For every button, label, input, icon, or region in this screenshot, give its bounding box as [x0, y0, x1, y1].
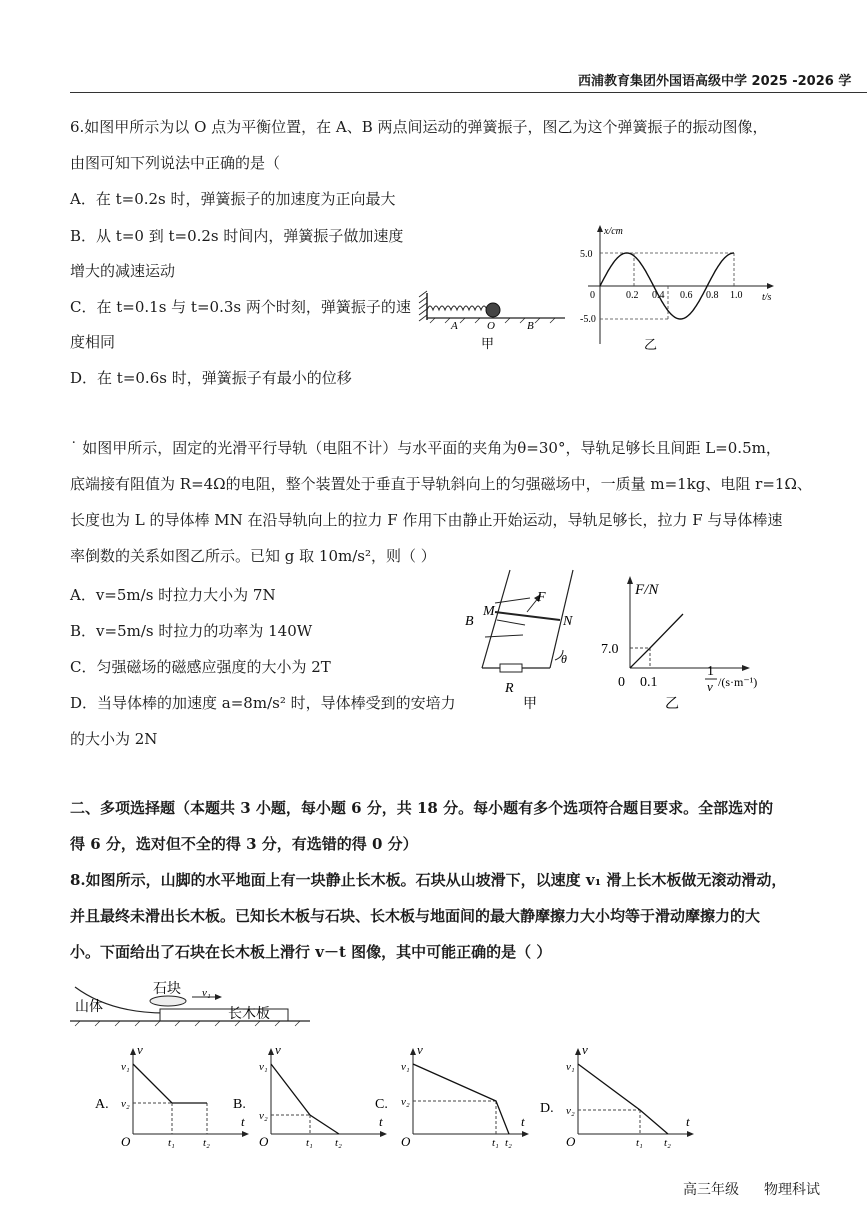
- option-label: A.: [95, 1097, 109, 1112]
- t2-label: t₂: [203, 1137, 210, 1149]
- vt-graph-d: [540, 1042, 700, 1152]
- q8-stem-line1: 8.如图所示，山脚的水平地面上有一块静止长木板。石块从山坡滑下，以速度 v₁ 滑上长木板做无滚动滑动，: [70, 871, 787, 889]
- vt-line: [413, 1064, 509, 1134]
- vt-line: [133, 1064, 207, 1103]
- q8-stem-line2: 并且最终未滑出长木板。已知长木板与石块、长木板与地面间的最大静摩擦力大小均等于滑动摩擦力的大: [70, 907, 761, 925]
- t2-label: t₂: [664, 1137, 671, 1149]
- x-axis-label: t/s: [762, 292, 772, 303]
- x-axis-arrow: [742, 665, 750, 671]
- tick-1-0: 1.0: [730, 290, 743, 301]
- footer-subject: 物理科试: [764, 1182, 820, 1198]
- v-axis-label: v: [582, 1042, 588, 1057]
- origin-label: O: [401, 1134, 411, 1149]
- option-label: D.: [540, 1101, 554, 1116]
- vt-line: [578, 1064, 668, 1134]
- vt-line: [271, 1064, 339, 1134]
- label-stone: 石块: [153, 982, 181, 997]
- caption-jia: 甲: [481, 336, 495, 351]
- q6-option-a: A．在 t=0.2s 时，弹簧振子的加速度为正向最大: [70, 190, 396, 208]
- wall-hatch: [419, 291, 427, 321]
- option-label: B.: [233, 1097, 246, 1112]
- t-axis-label: t: [686, 1114, 690, 1129]
- q7-stem-line1: ˙ 如图甲所示，固定的光滑平行导轨（电阻不计）与水平面的夹角为θ=30°，导轨足够长且间距 L=0.5m，: [70, 439, 781, 457]
- v2-label: v₂: [259, 1110, 268, 1122]
- x-value-label: 0.1: [640, 675, 658, 690]
- t1-label: t₁: [168, 1137, 175, 1149]
- q7-option-d-line1: D．当导体棒的加速度 a=8m/s² 时，导体棒受到的安培力: [70, 694, 456, 712]
- tick-0-2: 0.2: [626, 290, 639, 301]
- vt-graph-a: [95, 1042, 255, 1152]
- x-label-unit: /(s·m⁻¹): [718, 675, 758, 689]
- caption-jia: 甲: [523, 697, 537, 712]
- tick-0-8: 0.8: [706, 290, 719, 301]
- v1-label: v₁: [566, 1061, 575, 1073]
- x-tick-labels: [626, 290, 743, 301]
- v2-label: v₂: [121, 1098, 130, 1110]
- y-top-label: 5.0: [580, 249, 593, 260]
- q8-stem-line3: 小。下面给出了石块在长木板上滑行 v－t 图像，其中可能正确的是（ ）: [70, 943, 552, 961]
- t-axis-label: t: [241, 1114, 245, 1129]
- q6-option-b-line2: 增大的减速运动: [70, 262, 176, 280]
- header-rule: [70, 92, 867, 93]
- q6-stem-line2: 由图可知下列说法中正确的是（: [70, 154, 281, 172]
- section2-heading-line1: 二、多项选择题（本题共 3 小题，每小题 6 分，共 18 分。每小题有多个选项符合题目要求。全部选对的: [70, 799, 774, 817]
- label-r: R: [505, 681, 514, 696]
- oscillator-ball: [486, 303, 500, 317]
- tick-0-4: 0.4: [652, 290, 665, 301]
- v1-label: v₁: [121, 1061, 130, 1073]
- label-n: N: [563, 614, 573, 629]
- origin-label: 0: [590, 290, 595, 301]
- label-board: 长木板: [228, 1007, 270, 1022]
- x-axis-arrow: [767, 283, 774, 289]
- left-rail: [482, 570, 510, 668]
- q7-stem-line4: 率倒数的关系如图乙所示。已知 g 取 10m/s²，则（ ）: [70, 547, 436, 565]
- v-axis-label: v: [137, 1042, 143, 1057]
- y-axis-arrow: [575, 1048, 581, 1055]
- t2-label: t₂: [335, 1137, 342, 1149]
- x-axis-arrow: [522, 1131, 529, 1137]
- v-axis-label: v: [417, 1042, 423, 1057]
- v1-label: v₁: [259, 1061, 268, 1073]
- resistor: [500, 664, 522, 672]
- q7-option-c: C．匀强磁场的磁感应强度的大小为 2T: [70, 658, 331, 676]
- school-header: 西浦教育集团外国语高级中学 2025 -2026 学: [578, 74, 852, 89]
- q6-option-c-line1: C．在 t=0.1s 与 t=0.3s 两个时刻，弹簧振子的速: [70, 298, 411, 316]
- label-mountain: 山体: [75, 1000, 103, 1015]
- stone: [150, 996, 186, 1006]
- y-value-label: 7.0: [601, 642, 619, 657]
- origin-label: O: [259, 1134, 269, 1149]
- t-axis-label: t: [379, 1114, 383, 1129]
- q7-option-b: B．v=5m/s 时拉力的功率为 140W: [70, 622, 313, 640]
- v2-label: v₂: [401, 1096, 410, 1108]
- y-axis-arrow: [268, 1048, 274, 1055]
- q6-stem-line1: 6.如图甲所示为以 O 点为平衡位置，在 A、B 两点间运动的弹簧振子，图乙为这个弹簧振子的振动图像，: [70, 118, 768, 136]
- section2-heading-line2: 得 6 分，选对但不全的得 3 分，有选错的得 0 分）: [70, 835, 418, 853]
- x-axis-arrow: [687, 1131, 694, 1137]
- label-f: F: [537, 590, 546, 605]
- t1-label: t₁: [492, 1137, 499, 1149]
- y-axis-arrow: [410, 1048, 416, 1055]
- q6-option-d: D．在 t=0.6s 时，弹簧振子有最小的位移: [70, 369, 352, 387]
- tick-0-6: 0.6: [680, 290, 693, 301]
- q7-option-a: A．v=5m/s 时拉力大小为 7N: [70, 586, 276, 604]
- q6-option-c-line2: 度相同: [70, 333, 116, 351]
- y-axis-arrow: [130, 1048, 136, 1055]
- origin-label: O: [566, 1134, 576, 1149]
- label-o: O: [487, 320, 495, 332]
- x-label-den: v: [707, 679, 713, 694]
- q6-option-b-line1: B．从 t=0 到 t=0.2s 时间内，弹簧振子做加速度: [70, 227, 404, 245]
- y-axis-arrow: [597, 225, 603, 232]
- q7-rail-figure: [455, 565, 585, 715]
- vt-graph-c: [375, 1042, 535, 1152]
- t2-label: t₂: [505, 1137, 512, 1149]
- v2-label: v₂: [566, 1105, 575, 1117]
- label-b-field: B: [465, 614, 474, 629]
- q7-stem-line2: 底端接有阻值为 R=4Ω的电阻，整个装置处于垂直于导轨斜向上的匀强磁场中，一质量 m=1kg、电阻 r=1Ω、: [70, 475, 812, 493]
- origin-label: 0: [618, 675, 625, 690]
- caption-yi: 乙: [644, 337, 658, 352]
- y-axis-label: F/N: [635, 582, 659, 598]
- q7-stem-line3: 长度也为 L 的导体棒 MN 在沿导轨向上的拉力 F 作用下由静止开始运动，导轨足够长，拉力 F 与导体棒速: [70, 511, 783, 529]
- footer-grade: 高三年级: [683, 1182, 739, 1198]
- origin-label: O: [121, 1134, 131, 1149]
- q6-xt-graph: [580, 222, 785, 352]
- label-m: M: [483, 604, 495, 619]
- velocity-arrowhead: [215, 994, 222, 1000]
- label-b: B: [527, 320, 534, 332]
- t-axis-label: t: [521, 1114, 525, 1129]
- conductor-rod-mn: [495, 612, 560, 620]
- label-theta: θ: [561, 652, 567, 666]
- label-a: A: [451, 320, 458, 332]
- caption-yi: 乙: [665, 697, 679, 712]
- q8-scene-figure: [70, 975, 320, 1035]
- v1-label: v₁: [401, 1061, 410, 1073]
- y-bot-label: -5.0: [580, 314, 596, 325]
- y-axis-arrow: [627, 576, 633, 584]
- t1-label: t₁: [636, 1137, 643, 1149]
- q6-spring-figure: [415, 285, 575, 355]
- option-label: C.: [375, 1097, 388, 1112]
- q7-option-d-line2: 的大小为 2N: [70, 730, 158, 748]
- t1-label: t₁: [306, 1137, 313, 1149]
- vt-graph-b: [233, 1042, 393, 1152]
- force-line: [630, 614, 683, 668]
- y-axis-label: x/cm: [604, 226, 623, 237]
- q7-force-graph: [595, 568, 785, 718]
- v-axis-label: v: [275, 1042, 281, 1057]
- label-v1: v₁: [202, 987, 211, 999]
- x-label-num: 1: [707, 664, 714, 679]
